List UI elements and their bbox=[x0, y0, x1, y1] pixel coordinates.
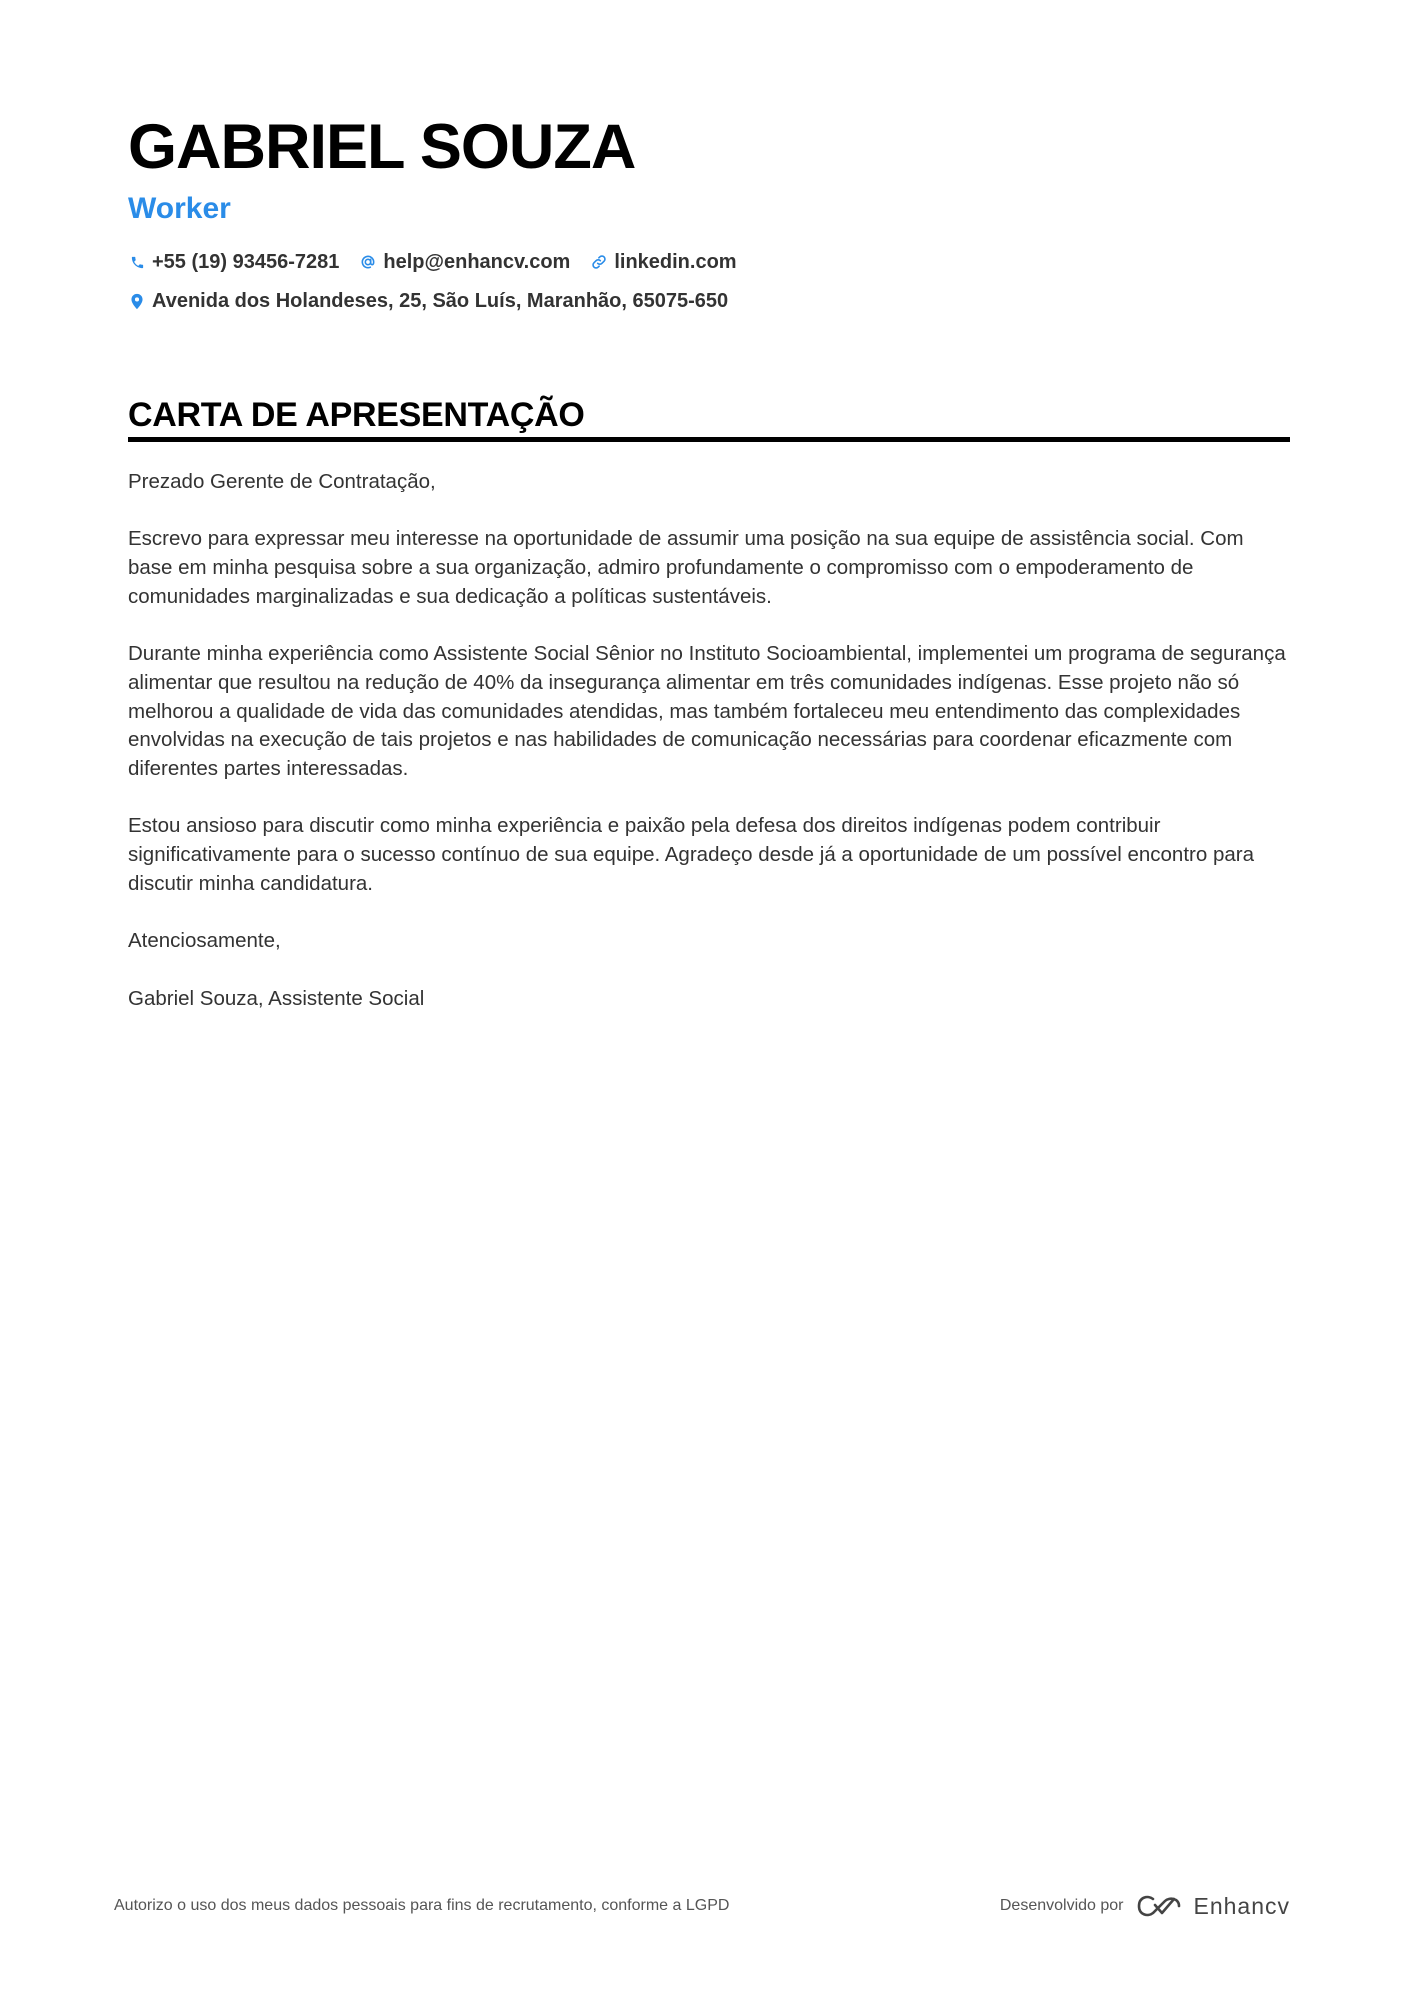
section-divider bbox=[128, 437, 1290, 442]
brand-name: Enhancv bbox=[1193, 1892, 1290, 1919]
phone-icon bbox=[128, 253, 146, 271]
section-title: CARTA DE APRESENTAÇÃO bbox=[128, 396, 585, 434]
letter-paragraph: Estou ansioso para discutir como minha experiência e paixão pela defesa dos direitos indígenas podem contribuir significativamente para o sucesso contínuo de sua equipe. Agradeço desde já a oportunidade de um possível encontro para discutir minha candidatura. bbox=[128, 814, 1254, 895]
candidate-role: Worker bbox=[128, 192, 231, 225]
contact-email[interactable] bbox=[359, 251, 570, 274]
letter-signature: Gabriel Souza, Assistente Social bbox=[128, 986, 425, 1010]
letter-closing: Atenciosamente, bbox=[128, 929, 281, 953]
contact-phone bbox=[128, 251, 339, 274]
street-address: Avenida dos Holandeses, 25, São Luís, Maranhão, 65075-650 bbox=[152, 289, 729, 312]
contact-info bbox=[128, 248, 1290, 315]
letter-greeting: Prezado Gerente de Contratação, bbox=[128, 470, 436, 493]
phone-number: +55 (19) 93456-7281 bbox=[152, 250, 340, 273]
brand-credit[interactable] bbox=[1000, 1893, 1290, 1920]
candidate-name: GABRIEL SOUZA bbox=[128, 112, 636, 182]
page-footer bbox=[114, 1888, 1290, 1924]
cover-letter-page bbox=[128, 110, 1290, 1042]
letter-paragraph: Durante minha experiência como Assistente Social Sênior no Instituto Socioambiental, implementei um programa de segurança alimentar que resultou na redução de 40% da insegurança alimentar em três comunidades indígenas. Esse projeto não só melhorou a qualidade de vida das comunidades atendidas, mas também fortaleceu meu entendimento das complexidades envolvidas na execução de tais projetos e nas habilidades de comunicação necessárias para coordenar eficazmente com diferentes partes interessadas. bbox=[128, 642, 1286, 780]
contact-link[interactable] bbox=[590, 251, 736, 274]
email-address[interactable]: help@enhancv.com bbox=[383, 250, 571, 273]
letter-paragraph: Escrevo para expressar meu interesse na oportunidade de assumir uma posição na sua equipe de assistência social. Com base em minha pesquisa sobre a sua organização, admiro profundamente o compromisso com o empoderamento de comunidades marginalizadas e sua dedicação a políticas sustentáveis. bbox=[128, 527, 1244, 608]
enhancv-logo-icon bbox=[1135, 1893, 1183, 1919]
consent-note: Autorizo o uso dos meus dados pessoais para fins de recrutamento, conforme a LGPD bbox=[114, 1897, 730, 1914]
location-pin-icon bbox=[128, 292, 146, 310]
contact-row-address bbox=[128, 287, 1290, 315]
at-icon bbox=[359, 253, 377, 271]
powered-by-label: Desenvolvido por bbox=[999, 1897, 1124, 1914]
contact-row-primary bbox=[128, 248, 1290, 276]
letter-body bbox=[128, 468, 1290, 1013]
contact-address bbox=[128, 290, 728, 313]
profile-link[interactable]: linkedin.com bbox=[614, 250, 737, 273]
link-icon bbox=[590, 253, 608, 271]
